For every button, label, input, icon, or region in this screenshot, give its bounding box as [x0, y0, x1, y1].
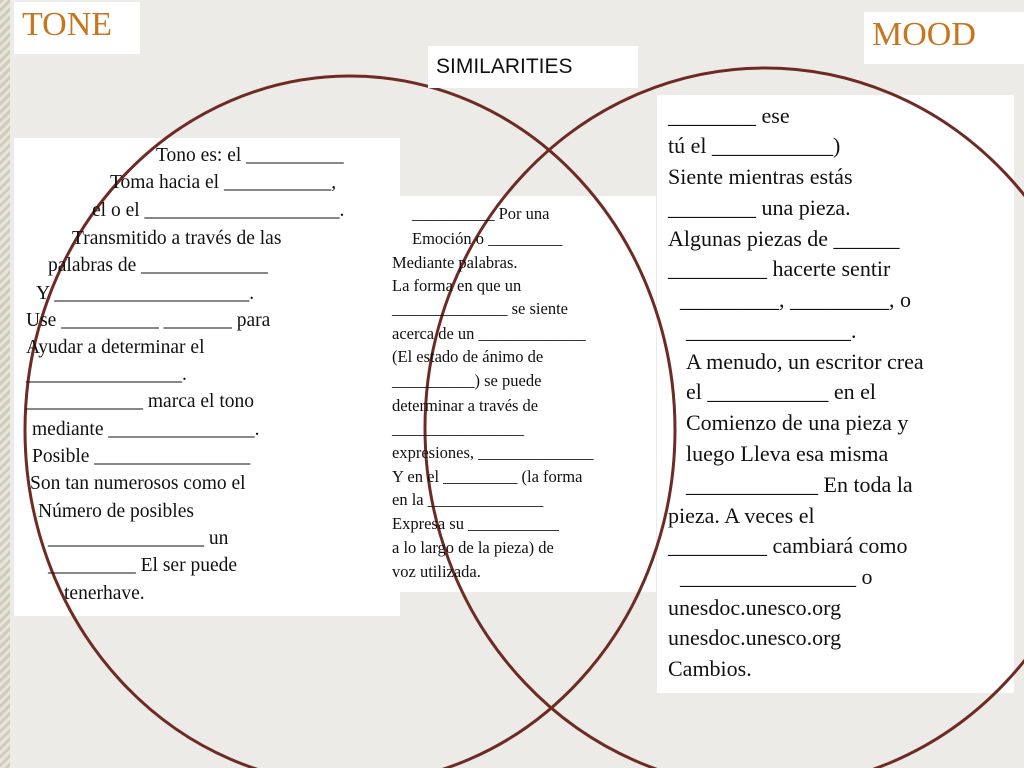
mood-line: _______________.	[686, 318, 857, 343]
mood-line: _________ hacerte sentir	[668, 256, 891, 281]
tone-line: palabras de _____________	[48, 255, 268, 276]
mood-line: Algunas piezas de ______	[668, 226, 900, 251]
mood-line: Comienzo de una pieza y	[686, 410, 909, 435]
tone-line: el o el ____________________.	[92, 200, 345, 221]
mood-line: Siente mientras estás	[668, 164, 853, 189]
similarity-line: ________________	[392, 419, 524, 438]
tone-line: Posible ________________	[32, 446, 251, 467]
similarity-line: acerca de un _____________	[392, 324, 586, 343]
mood-line: _________, _________, o	[680, 287, 911, 312]
tone-line: _________ El ser puede	[48, 555, 238, 576]
similarity-line: (El estado de ánimo de	[392, 347, 544, 366]
tone-line: ____________ marca el tono	[26, 391, 254, 412]
similarity-line: a lo largo de la pieza) de	[392, 538, 554, 557]
similarity-line: ______________ se siente	[392, 299, 568, 318]
tone-line: ________________.	[26, 364, 187, 385]
tone-line: Son tan numerosos como el	[30, 473, 246, 494]
mood-line: unesdoc.unesco.org	[668, 625, 842, 650]
tone-line: Use __________ _______ para	[26, 310, 271, 331]
mood-line: el ___________ en el	[686, 379, 877, 404]
tone-line: Tono es: el __________	[156, 145, 344, 166]
mood-line: A menudo, un escritor crea	[686, 349, 924, 374]
tone-title: TONE	[14, 2, 140, 54]
similarities-title: SIMILARITIES	[428, 46, 638, 88]
mood-line: ________________ o	[680, 564, 873, 589]
similarity-line: Y en el _________ (la forma	[392, 467, 583, 486]
tone-line: Número de posibles	[38, 501, 194, 522]
mood-title: MOOD	[864, 12, 1024, 64]
similarity-line: Emoción o _________	[412, 229, 563, 248]
similarity-line: determinar a través de	[392, 396, 539, 415]
similarity-line: La forma en que un	[392, 276, 522, 295]
tone-line: mediante _______________.	[32, 419, 260, 440]
mood-line: ________ ese	[668, 103, 790, 128]
mood-line: _________ cambiará como	[668, 533, 908, 558]
mood-line: ____________ En toda la	[686, 472, 913, 497]
similarity-line: en la ______________	[392, 490, 544, 509]
mood-line: pieza. A veces el	[668, 503, 815, 528]
tone-line: Y ____________________.	[36, 283, 255, 304]
mood-line: unesdoc.unesco.org	[668, 595, 842, 620]
tone-line: ________________ un	[48, 528, 229, 549]
tone-line: tenerhave.	[64, 583, 145, 604]
similarity-line: __________) se puede	[392, 371, 542, 390]
tone-line: Ayudar a determinar el	[26, 337, 205, 358]
mood-line: Cambios.	[668, 656, 752, 681]
similarity-line: expresiones, ______________	[392, 443, 594, 462]
mood-line: ________ una pieza.	[668, 195, 851, 220]
similarity-line: __________ Por una	[412, 204, 550, 223]
similarity-line: Mediante palabras.	[392, 253, 518, 272]
similarity-line: voz utilizada.	[392, 562, 481, 581]
similarity-line: Expresa su ___________	[392, 514, 559, 533]
mood-line: tú el ___________)	[668, 133, 841, 158]
tone-line: Transmitido a través de las	[72, 228, 282, 249]
mood-line: luego Lleva esa misma	[686, 441, 889, 466]
tone-line: Toma hacia el ___________,	[110, 172, 337, 193]
